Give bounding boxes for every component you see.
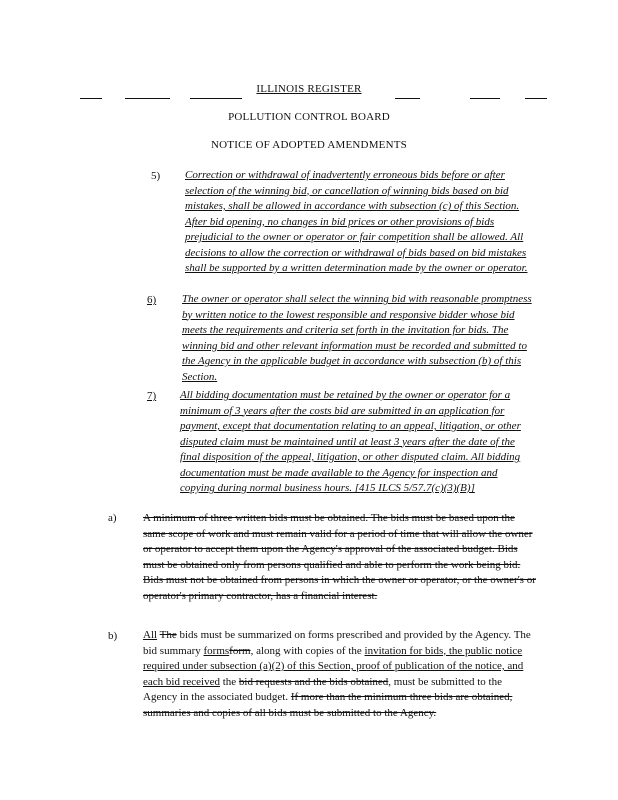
subsection-b-deleted-form: form <box>229 644 251 657</box>
subsection-b-label: b) <box>108 630 118 642</box>
subsection-b-body-1: bids must be summarized on forms prescribed and provided by the Agency. The bid summary <box>143 629 531 657</box>
header-rule-5 <box>470 98 500 99</box>
item-7-text: All bidding documentation must be retained by the owner or operator for a minimum of 3 years after the costs bid are submitted in an application for payment, except that documentation relating to an appeal, litigation, or other disputed claim must be maintained until at least 3 years after the date of the final disposition of the appeal, litigation, or other disputed claim. All bidding documentation must be made available to the Agency for inspection and copying during normal business hours. [415 ILCS 5/57.7(c)(3)(B)] <box>180 389 521 494</box>
header-rule-2 <box>125 98 170 99</box>
register-title: ILLINOIS REGISTER <box>256 83 362 95</box>
subsection-b-body-4: , must be submitted to the Agency in the associated budget. <box>143 675 502 703</box>
notice-title: NOTICE OF ADOPTED AMENDMENTS <box>211 139 407 151</box>
subsection-b-inserted-invitation: invitation for bids, the public notice required under subsection (a)(2) of this Section, proof of publication of the notice, and each bid received <box>143 644 524 688</box>
subsection-b-inserted-forms: forms <box>203 644 230 657</box>
subsection-a-label: a) <box>108 512 117 524</box>
header-rule-3 <box>190 98 242 99</box>
subsection-b-body-2: , along with copies of the <box>250 644 362 657</box>
header-rule-1 <box>80 98 102 99</box>
item-7-label: 7) <box>147 390 157 402</box>
item-6-label: 6) <box>147 294 157 306</box>
subsection-a-text: A minimum of three written bids must be obtained. The bids must be based upon the same scope of work and must remain valid for a period of time that will allow the owner or operator to accept them upon the Agency's approval of the associated budget. Bids must be obtained only from persons qualified and able to perform the work being bid. Bids must not be obtained from persons in which the owner or operator, or the owner's or operator's primary contractor, has a financial interest. <box>143 512 536 602</box>
item-6-text: The owner or operator shall select the winning bid with reasonable promptness by written notice to the lowest responsible and responsive bidder whose bid meets the requirements and criteria set forth in the invitation for bids. The winning bid and other relevant information must be recorded and submitted to the Agency in the applicable budget in accordance with subsection (b) of this Section. <box>182 293 532 383</box>
subsection-b-deleted-the: The <box>159 629 177 641</box>
subsection-b-body-3: the <box>222 675 237 688</box>
subsection-b-deleted-minimum: If more than the minimum three bids are obtained, summaries and copies of all bids must be submitted to the Agency. <box>143 691 513 719</box>
subsection-b-deleted-bid-requests: bid requests and the bids obtained <box>238 675 389 688</box>
board-name: POLLUTION CONTROL BOARD <box>228 111 390 123</box>
header-rule-6 <box>525 98 547 99</box>
subsection-b-inserted-all: All <box>143 629 158 641</box>
header-rule-4 <box>395 98 420 99</box>
item-5-label: 5) <box>151 170 161 182</box>
subsection-b-text <box>143 628 536 721</box>
item-5-text: Correction or withdrawal of inadvertently erroneous bids before or after selection of the winning bid, or cancellation of winning bids based on bid mistakes, shall be allowed in accordance with subsection (c) of this Section. After bid opening, no changes in bid prices or other provisions of bids prejudicial to the owner or operator or fair competition shall be allowed. All decisions to allow the correction or withdrawal of bids based on bid mistakes shall be supported by a written determination made by the owner or operator. <box>185 169 528 274</box>
